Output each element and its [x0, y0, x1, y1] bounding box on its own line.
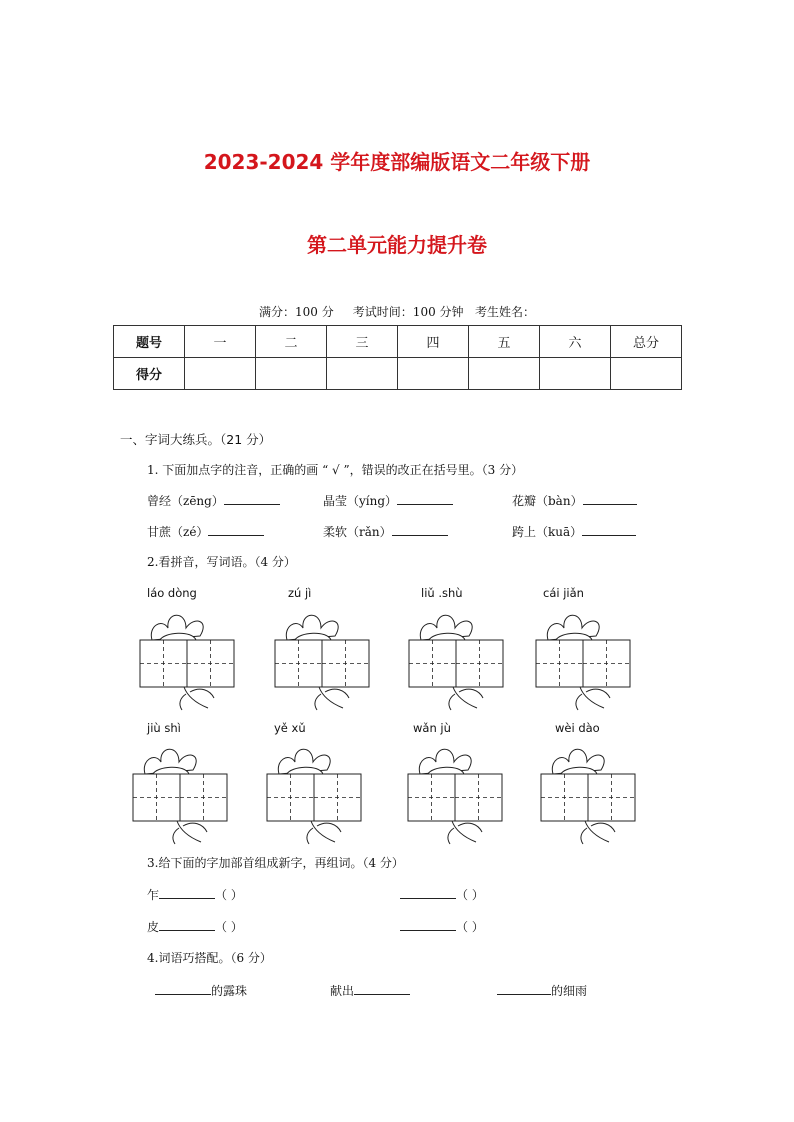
answer-blank[interactable]	[159, 930, 215, 931]
q4-item	[155, 982, 247, 999]
score-header-cell: 总分	[611, 326, 682, 358]
pinyin-label: zú jì	[288, 586, 312, 600]
q1-item	[323, 492, 453, 509]
score-table	[113, 325, 682, 390]
score-input-cell[interactable]	[398, 358, 469, 390]
answer-blank[interactable]	[208, 535, 264, 536]
page-title: 2023-2024 学年度部编版语文二年级下册	[203, 150, 591, 174]
exam-info: 满分：100 分 考试时间：100 分钟 考生姓名：	[259, 305, 535, 319]
q2-prompt: 2.看拼音，写词语。（4 分）	[147, 555, 296, 569]
q4-item-text: 献出	[330, 984, 355, 998]
answer-blank[interactable]	[354, 994, 410, 995]
score-header-cell: 二	[256, 326, 327, 358]
q1-item-text: 柔软（rǎn）	[323, 525, 392, 539]
score-header-cell: 三	[327, 326, 398, 358]
page-subtitle: 第二单元能力提升卷	[307, 233, 487, 257]
writing-box-pair[interactable]	[406, 740, 506, 846]
pinyin-label: cái jiǎn	[543, 586, 584, 600]
q1-item	[147, 523, 264, 540]
q4-item	[330, 982, 410, 999]
score-header-cell: 一	[185, 326, 256, 358]
q3-prompt: 3.给下面的字加部首组成新字，再组词。（4 分）	[147, 856, 404, 870]
answer-blank[interactable]	[497, 994, 551, 995]
q3-paren: （ ）	[456, 888, 484, 902]
writing-box-pair[interactable]	[407, 606, 507, 712]
q4-item-text: 的露珠	[211, 984, 248, 998]
q1-item	[147, 492, 280, 509]
pinyin-label: yě xǔ	[274, 721, 306, 735]
q1-prompt: 1. 下面加点字的注音，正确的画 “ √ ”，错误的改正在括号里。（3 分）	[147, 463, 524, 477]
writing-box-pair[interactable]	[138, 606, 238, 712]
pinyin-label: liǔ .shù	[421, 586, 463, 600]
answer-blank[interactable]	[400, 930, 456, 931]
score-input-cell[interactable]	[327, 358, 398, 390]
q1-item-text: 晶莹（yíng）	[323, 494, 398, 508]
q4-prompt: 4.词语巧搭配。（6 分）	[147, 951, 272, 965]
answer-blank[interactable]	[159, 898, 215, 899]
score-input-cell[interactable]	[611, 358, 682, 390]
q3-row	[147, 918, 243, 935]
pinyin-label: láo dòng	[147, 586, 197, 600]
writing-box-pair[interactable]	[534, 606, 634, 712]
score-input-cell[interactable]	[469, 358, 540, 390]
answer-blank[interactable]	[224, 504, 280, 505]
score-header-cell: 六	[540, 326, 611, 358]
q1-item	[512, 492, 637, 509]
answer-blank[interactable]	[392, 535, 448, 536]
score-input-cell[interactable]	[185, 358, 256, 390]
q3-paren: （ ）	[215, 920, 243, 934]
score-table-score-row	[114, 358, 682, 390]
writing-box-pair[interactable]	[539, 740, 639, 846]
q3-char: 乍	[147, 888, 160, 902]
writing-box-pair[interactable]	[131, 740, 231, 846]
q3-row	[147, 886, 243, 903]
q1-item	[512, 523, 636, 540]
score-header-cell: 四	[398, 326, 469, 358]
q1-item-text: 跨上（kuā）	[512, 525, 583, 539]
q1-item	[323, 523, 448, 540]
q1-item-text: 甘蔗（zé）	[147, 525, 209, 539]
pinyin-label: wèi dào	[555, 721, 600, 735]
writing-box-pair[interactable]	[273, 606, 373, 712]
q3-row	[400, 918, 484, 935]
pinyin-label: wǎn jù	[413, 721, 451, 735]
score-table-header-row	[114, 326, 682, 358]
q1-item-text: 曾经（zēng）	[147, 494, 224, 508]
answer-blank[interactable]	[397, 504, 453, 505]
answer-blank[interactable]	[583, 504, 637, 505]
q4-item	[497, 982, 587, 999]
writing-box-pair[interactable]	[265, 740, 365, 846]
q1-item-text: 花瓣（bàn）	[512, 494, 583, 508]
score-header-cell: 题号	[114, 326, 185, 358]
score-header-cell: 五	[469, 326, 540, 358]
answer-blank[interactable]	[582, 535, 636, 536]
score-input-cell[interactable]	[256, 358, 327, 390]
section-1-title: 一、字词大练兵。（21 分）	[120, 432, 272, 447]
q3-char: 皮	[147, 920, 160, 934]
answer-blank[interactable]	[400, 898, 456, 899]
score-row-label: 得分	[114, 358, 185, 390]
pinyin-label: jiù shì	[147, 721, 181, 735]
q3-row	[400, 886, 484, 903]
q3-paren: （ ）	[456, 920, 484, 934]
answer-blank[interactable]	[155, 994, 211, 995]
score-input-cell[interactable]	[540, 358, 611, 390]
q4-item-text: 的细雨	[551, 984, 588, 998]
q3-paren: （ ）	[215, 888, 243, 902]
